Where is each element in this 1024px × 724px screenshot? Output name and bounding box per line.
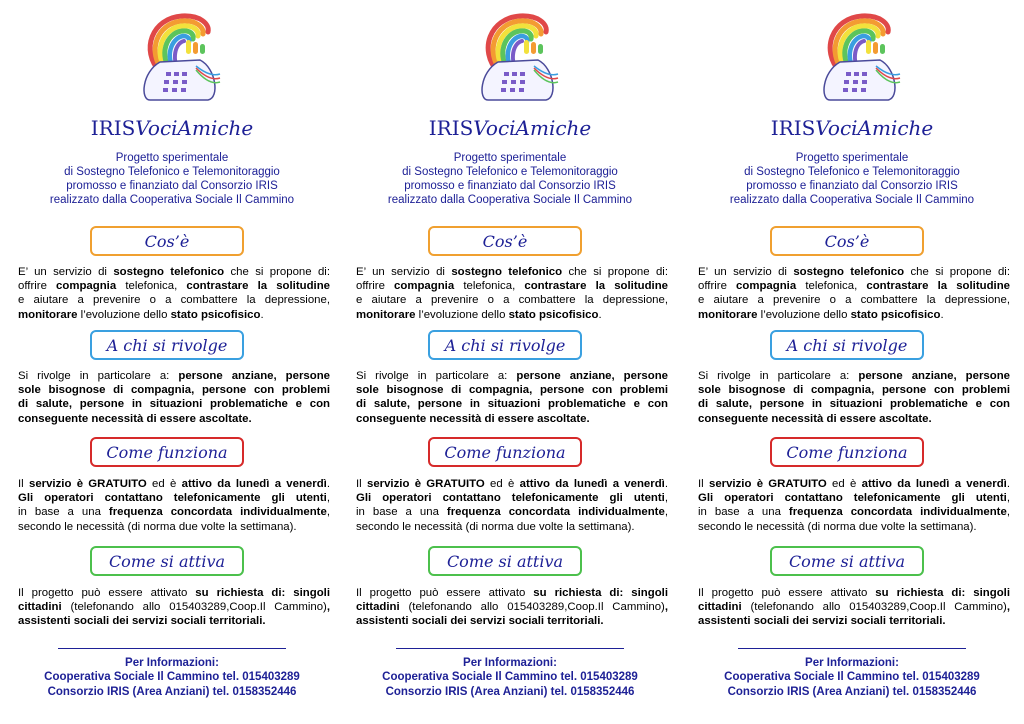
intro-line: realizzato dalla Cooperativa Sociale Il Cammino — [387, 194, 633, 206]
text-line: Gli operatori contattano telefonicamente gli utenti, — [698, 492, 1010, 505]
contact-consorzio: Consorzio IRIS (Area Anziani) tel. 0158352446 — [385, 685, 635, 698]
contact-heading: Per Informazioni: — [463, 657, 557, 669]
paragraph-cose — [356, 265, 668, 322]
project-intro — [352, 151, 668, 207]
paragraph-come-funziona — [356, 477, 668, 534]
section-heading-a-chi-si-rivolge: A chi si rivolge — [90, 330, 244, 360]
intro-line: promosso e finanziato dal Consorzio IRIS — [66, 180, 278, 192]
text-line: E’ un servizio di sostegno telefonico che si propone di: — [356, 266, 668, 278]
brand-title-italic: VociAmiche — [473, 116, 592, 140]
intro-line: Progetto sperimentale — [453, 152, 567, 164]
intro-line: realizzato dalla Cooperativa Sociale Il Cammino — [729, 194, 975, 206]
text-line: E’ un servizio di sostegno telefonico che si propone di: — [698, 266, 1010, 278]
intro-line: promosso e finanziato dal Consorzio IRIS — [404, 180, 616, 192]
text-line: secondo le necessità (di norma due volte la settimana). — [356, 520, 635, 533]
brand-title-normal: IRIS — [770, 116, 816, 140]
section-heading-cose: Cos’è — [90, 226, 244, 256]
text-line: Gli operatori contattano telefonicamente gli utenti, — [18, 492, 330, 505]
brand-title-normal: IRIS — [428, 116, 474, 140]
intro-line: promosso e finanziato dal Consorzio IRIS — [746, 180, 958, 192]
contact-info — [14, 656, 330, 699]
text-line: E’ un servizio di sostegno telefonico che si propone di: — [18, 266, 330, 278]
text-line: secondo le necessità (di norma due volte la settimana). — [698, 520, 977, 533]
section-heading-come-funziona: Come funziona — [428, 437, 582, 467]
paragraph-come-si-attiva — [698, 586, 1010, 629]
contact-consorzio: Consorzio IRIS (Area Anziani) tel. 0158352446 — [727, 685, 977, 698]
text-line: conseguente necessità di essere ascoltate. — [356, 412, 590, 425]
section-heading-a-chi-si-rivolge: A chi si rivolge — [770, 330, 924, 360]
text-line: Il progetto può essere attivato su richiesta di: singoli — [18, 587, 330, 599]
text-line: Il servizio è GRATUITO ed è attivo da lunedì a venerdì. — [18, 478, 330, 490]
section-heading-come-si-attiva: Come si attiva — [428, 546, 582, 576]
rainbow-telephone-icon — [468, 10, 560, 106]
text-line: cittadini (telefonando allo 015403289,Coop.Il Cammino), — [698, 601, 1010, 614]
text-line: Si rivolge in particolare a: persone anziane, persone — [18, 370, 330, 382]
text-line: assistenti sociali dei servizi sociali territoriali. — [356, 615, 604, 628]
paragraph-come-funziona — [18, 477, 330, 534]
text-line: Il servizio è GRATUITO ed è attivo da lunedì a venerdì. — [356, 478, 668, 490]
paragraph-cose — [18, 265, 330, 322]
text-line: in base a una frequenza concordata individualmente, — [356, 506, 668, 519]
text-line: Si rivolge in particolare a: persone anziane, persone — [698, 370, 1010, 382]
rainbow-telephone-icon — [810, 10, 902, 106]
text-line: offrire compagnia telefonica, contrastare la solitudine — [18, 280, 330, 293]
text-line: assistenti sociali dei servizi sociali territoriali. — [18, 615, 266, 628]
rainbow-telephone-icon — [130, 10, 222, 106]
paragraph-a-chi-si-rivolge — [18, 369, 330, 426]
brand-title-normal: IRIS — [90, 116, 136, 140]
text-line: Gli operatori contattano telefonicamente gli utenti, — [356, 492, 668, 505]
paragraph-come-si-attiva — [18, 586, 330, 629]
text-line: cittadini (telefonando allo 015403289,Coop.Il Cammino), — [356, 601, 668, 614]
section-heading-a-chi-si-rivolge: A chi si rivolge — [428, 330, 582, 360]
paragraph-come-funziona — [698, 477, 1010, 534]
contact-heading: Per Informazioni: — [805, 657, 899, 669]
paragraph-a-chi-si-rivolge — [356, 369, 668, 426]
text-line: di salute, persone in situazioni problematiche e con — [698, 398, 1010, 411]
contact-cooperativa: Cooperativa Sociale Il Cammino tel. 015403289 — [724, 671, 980, 684]
intro-line: di Sostegno Telefonico e Telemonitoraggio — [744, 166, 960, 178]
text-line: monitorare l’evoluzione dello stato psicofisico. — [18, 308, 264, 321]
divider-line — [396, 648, 624, 649]
text-line: offrire compagnia telefonica, contrastare la solitudine — [356, 280, 668, 293]
text-line: in base a una frequenza concordata individualmente, — [18, 506, 330, 519]
section-heading-come-funziona: Come funziona — [90, 437, 244, 467]
contact-info — [694, 656, 1010, 699]
contact-info — [352, 656, 668, 699]
brand-title-italic: VociAmiche — [135, 116, 254, 140]
text-line: Si rivolge in particolare a: persone anziane, persone — [356, 370, 668, 382]
intro-line: Progetto sperimentale — [795, 152, 909, 164]
contact-cooperativa: Cooperativa Sociale Il Cammino tel. 015403289 — [44, 671, 300, 684]
section-heading-cose: Cos’è — [770, 226, 924, 256]
contact-cooperativa: Cooperativa Sociale Il Cammino tel. 015403289 — [382, 671, 638, 684]
text-line: Il progetto può essere attivato su richiesta di: singoli — [356, 587, 668, 599]
flyer-column-1 — [14, 0, 330, 724]
text-line: Il progetto può essere attivato su richiesta di: singoli — [698, 587, 1010, 599]
text-line: cittadini (telefonando allo 015403289,Coop.Il Cammino), — [18, 601, 330, 614]
brand-title — [694, 116, 1010, 140]
intro-line: di Sostegno Telefonico e Telemonitoraggio — [402, 166, 618, 178]
paragraph-come-si-attiva — [356, 586, 668, 629]
contact-consorzio: Consorzio IRIS (Area Anziani) tel. 0158352446 — [47, 685, 297, 698]
flyer-column-3 — [694, 0, 1010, 724]
text-line: monitorare l’evoluzione dello stato psicofisico. — [698, 308, 944, 321]
text-line: di salute, persone in situazioni problematiche e con — [18, 398, 330, 411]
contact-heading: Per Informazioni: — [125, 657, 219, 669]
section-heading-cose: Cos’è — [428, 226, 582, 256]
text-line: in base a una frequenza concordata individualmente, — [698, 506, 1010, 519]
text-line: conseguente necessità di essere ascoltate. — [698, 412, 932, 425]
text-line: monitorare l’evoluzione dello stato psicofisico. — [356, 308, 602, 321]
section-heading-come-si-attiva: Come si attiva — [90, 546, 244, 576]
divider-line — [58, 648, 286, 649]
intro-line: Progetto sperimentale — [115, 152, 229, 164]
text-line: e aiutare a prevenire o a combattere la depressione, — [18, 294, 330, 307]
text-line: secondo le necessità (di norma due volte la settimana). — [18, 520, 297, 533]
section-heading-come-si-attiva: Come si attiva — [770, 546, 924, 576]
divider-line — [738, 648, 966, 649]
text-line: di salute, persone in situazioni problematiche e con — [356, 398, 668, 411]
text-line: sole bisognose di compagnia, persone con problemi — [698, 384, 1010, 397]
flyer-column-2 — [352, 0, 668, 724]
text-line: e aiutare a prevenire o a combattere la depressione, — [698, 294, 1010, 307]
paragraph-cose — [698, 265, 1010, 322]
brand-title-italic: VociAmiche — [815, 116, 934, 140]
text-line: e aiutare a prevenire o a combattere la depressione, — [356, 294, 668, 307]
text-line: sole bisognose di compagnia, persone con problemi — [18, 384, 330, 397]
text-line: Il servizio è GRATUITO ed è attivo da lunedì a venerdì. — [698, 478, 1010, 490]
text-line: assistenti sociali dei servizi sociali territoriali. — [698, 615, 946, 628]
paragraph-a-chi-si-rivolge — [698, 369, 1010, 426]
text-line: sole bisognose di compagnia, persone con problemi — [356, 384, 668, 397]
intro-line: realizzato dalla Cooperativa Sociale Il Cammino — [49, 194, 295, 206]
brand-title — [14, 116, 330, 140]
section-heading-come-funziona: Come funziona — [770, 437, 924, 467]
intro-line: di Sostegno Telefonico e Telemonitoraggio — [64, 166, 280, 178]
brand-title — [352, 116, 668, 140]
text-line: conseguente necessità di essere ascoltate. — [18, 412, 252, 425]
text-line: offrire compagnia telefonica, contrastare la solitudine — [698, 280, 1010, 293]
project-intro — [694, 151, 1010, 207]
project-intro — [14, 151, 330, 207]
